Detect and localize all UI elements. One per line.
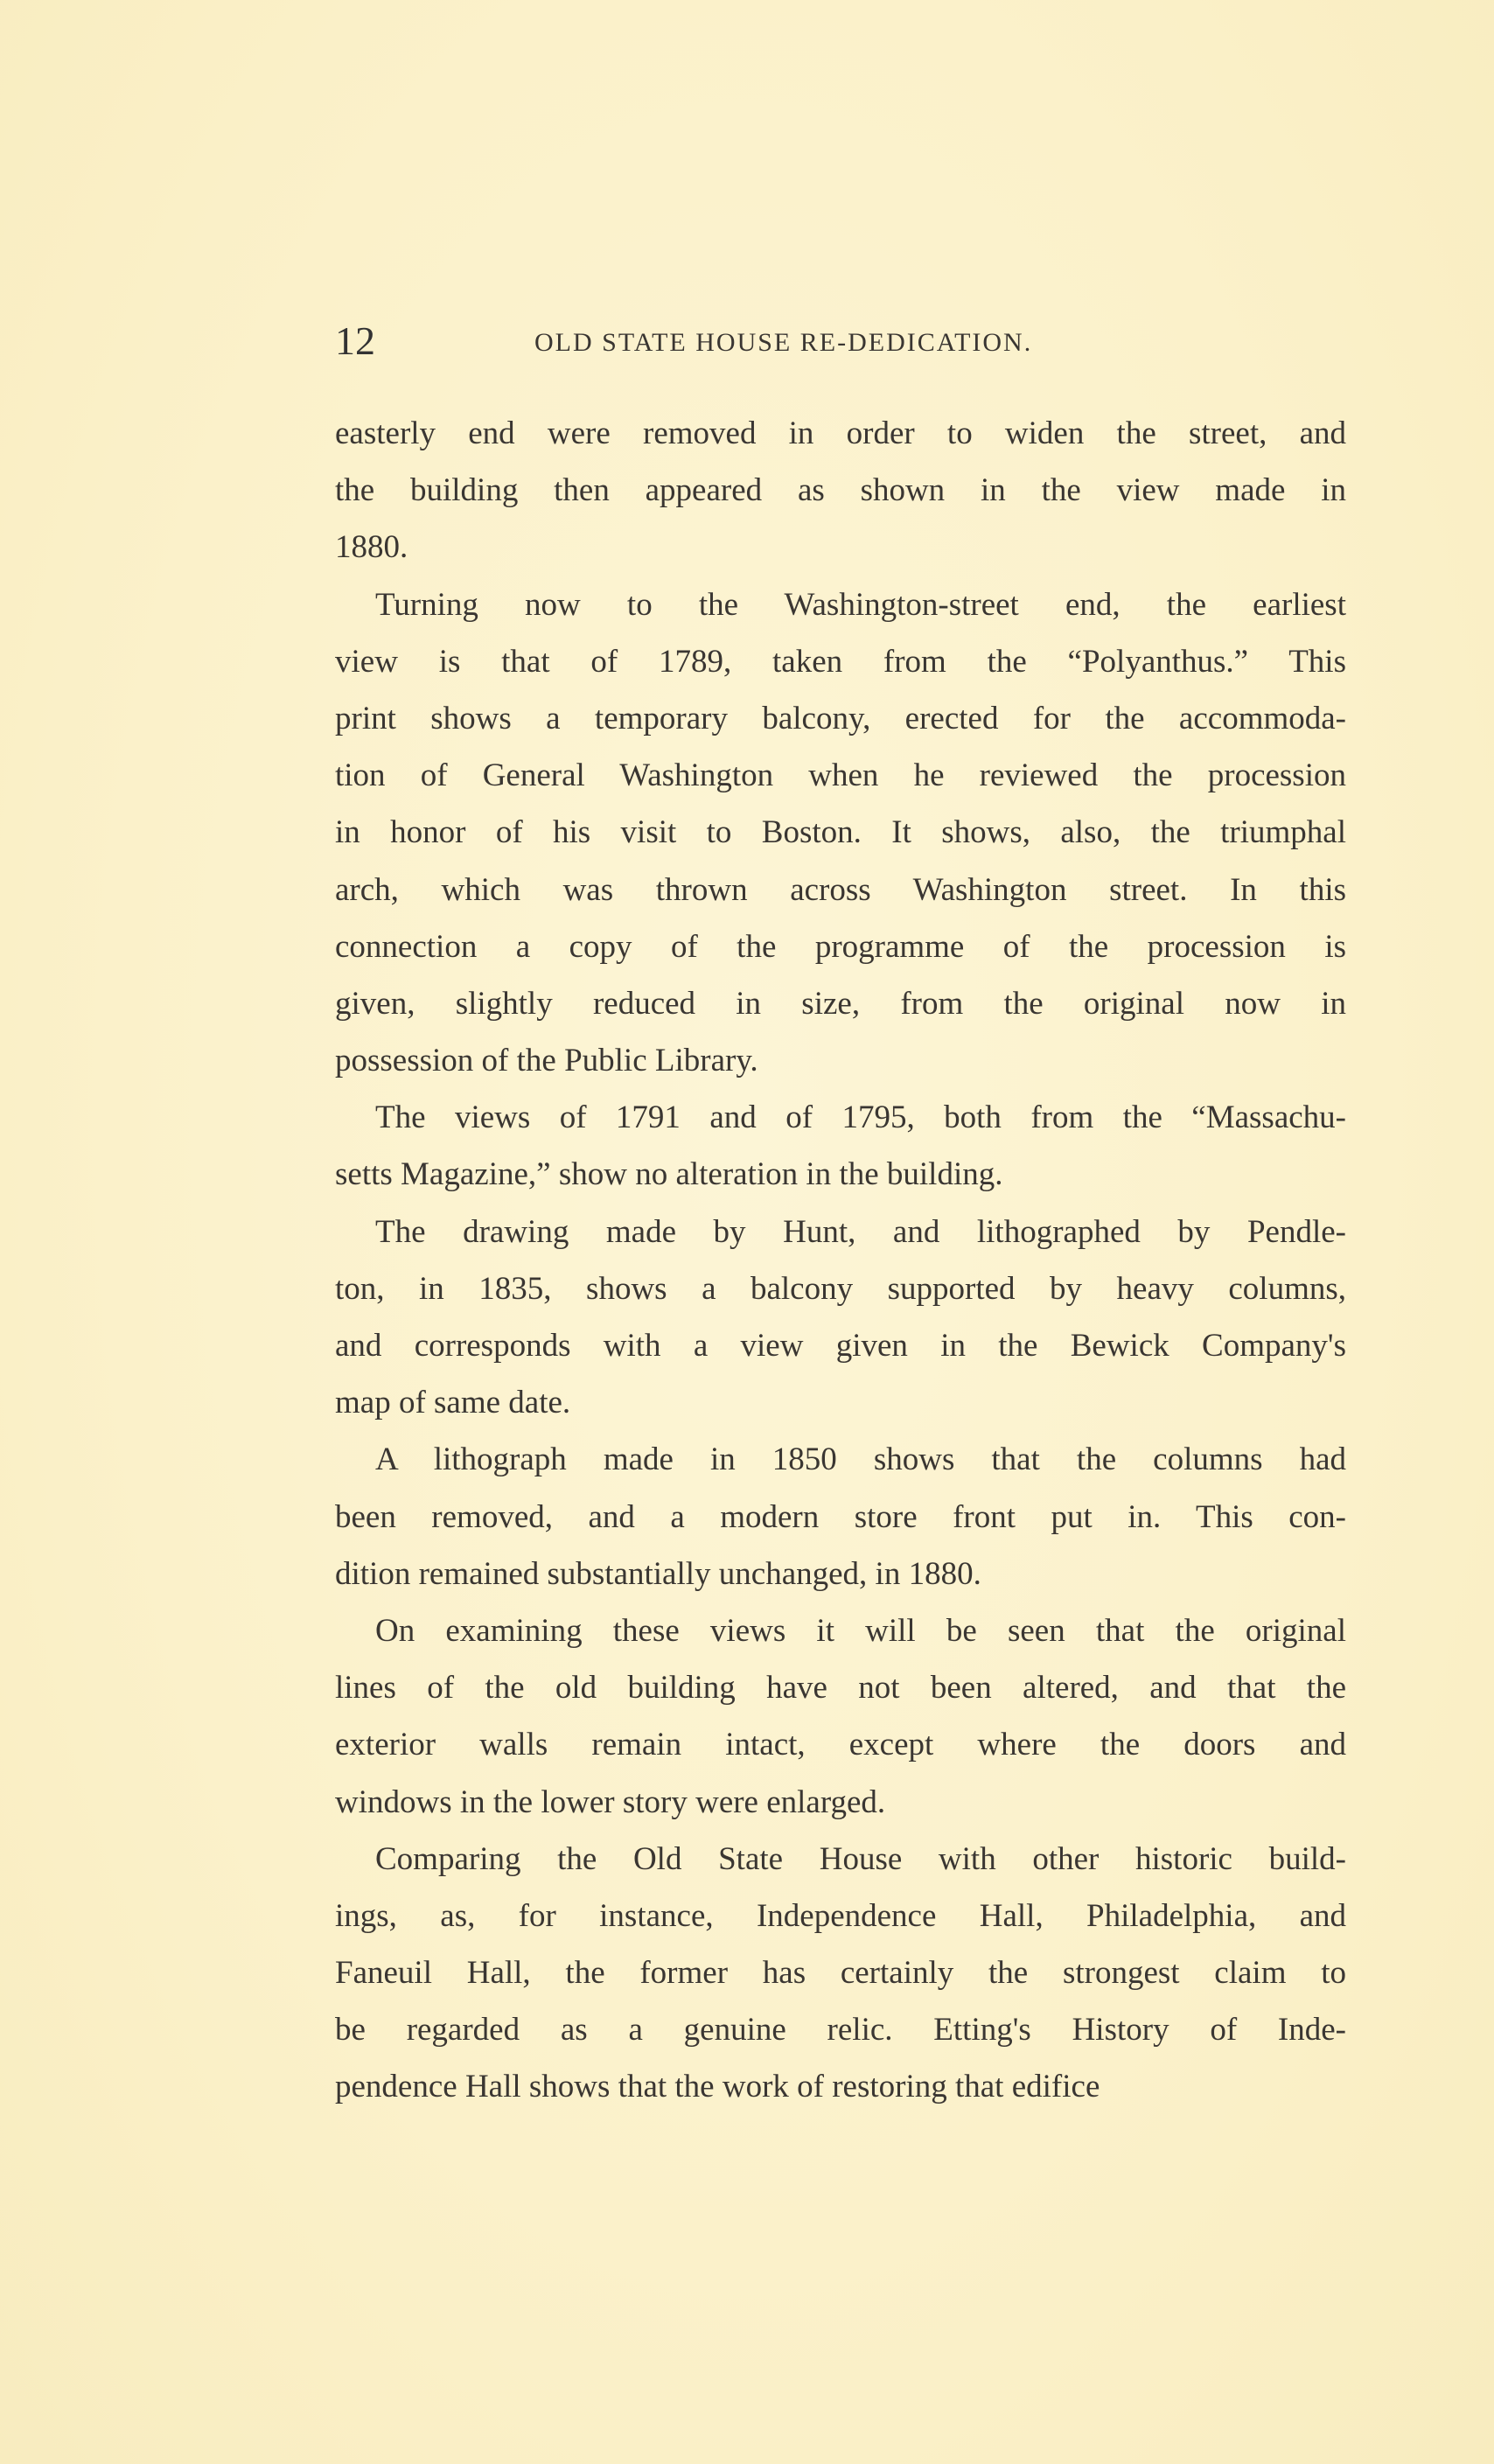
- text-line: windows in the lower story were enlarged.: [335, 1783, 886, 1820]
- text-line: in honor of his visit to Boston. It shows, also, the triumphal: [335, 814, 1346, 851]
- text-line: A lithograph made in 1850 shows that the columns had: [375, 1441, 1346, 1478]
- text-line: easterly end were removed in order to widen the street, and: [335, 415, 1346, 451]
- text-line: pendence Hall shows that the work of restoring that edifice: [335, 2069, 1100, 2105]
- text-line: The drawing made by Hunt, and lithographed by Pendle-: [375, 1213, 1346, 1250]
- text-line: ings, as, for instance, Independence Hall, Philadelphia, and: [335, 1897, 1346, 1934]
- body-text: [335, 405, 1346, 2116]
- text-line: the building then appeared as shown in the view made in: [335, 472, 1346, 509]
- text-line: given, slightly reduced in size, from the original now in: [335, 985, 1346, 1022]
- text-line: and corresponds with a view given in the Bewick Company's: [335, 1328, 1346, 1364]
- paragraph: [335, 576, 1346, 1090]
- paragraph: [335, 1431, 1346, 1602]
- text-line: Turning now to the Washington-street end, the earliest: [375, 586, 1346, 623]
- paragraph: [335, 405, 1346, 576]
- page-number: 12: [335, 318, 375, 363]
- text-line: view is that of 1789, taken from the “Polyanthus.” This: [335, 643, 1346, 680]
- paragraph: [335, 1831, 1346, 2116]
- text-line: Faneuil Hall, the former has certainly the strongest claim to: [335, 1955, 1346, 1992]
- text-line: exterior walls remain intact, except where the doors and: [335, 1727, 1346, 1763]
- text-line: map of same date.: [335, 1385, 571, 1421]
- paragraph: [335, 1602, 1346, 1831]
- text-line: dition remained substantially unchanged, in 1880.: [335, 1555, 981, 1592]
- text-line: connection a copy of the programme of the procession is: [335, 928, 1346, 965]
- running-title: OLD STATE HOUSE RE-DEDICATION.: [534, 328, 1033, 357]
- text-line: print shows a temporary balcony, erected for the accommoda-: [335, 700, 1346, 736]
- text-line: The views of 1791 and of 1795, both from the “Massachu-: [375, 1099, 1346, 1136]
- text-line: arch, which was thrown across Washington street. In this: [335, 871, 1346, 908]
- text-line: Comparing the Old State House with other historic build-: [375, 1840, 1346, 1877]
- page-header: [335, 315, 1350, 367]
- paragraph: [335, 1089, 1346, 1203]
- text-line: On examining these views it will be seen that the original: [375, 1612, 1346, 1649]
- text-line: been removed, and a modern store front put in. This con-: [335, 1498, 1346, 1535]
- text-line: 1880.: [335, 529, 408, 566]
- text-line: tion of General Washington when he reviewed the procession: [335, 757, 1346, 794]
- paragraph: [335, 1204, 1346, 1432]
- text-line: setts Magazine,” show no alteration in the building.: [335, 1156, 1003, 1193]
- text-line: ton, in 1835, shows a balcony supported by heavy columns,: [335, 1270, 1346, 1307]
- text-line: lines of the old building have not been altered, and that the: [335, 1670, 1346, 1707]
- text-line: be regarded as a genuine relic. Etting's History of Inde-: [335, 2012, 1346, 2049]
- text-line: possession of the Public Library.: [335, 1043, 758, 1079]
